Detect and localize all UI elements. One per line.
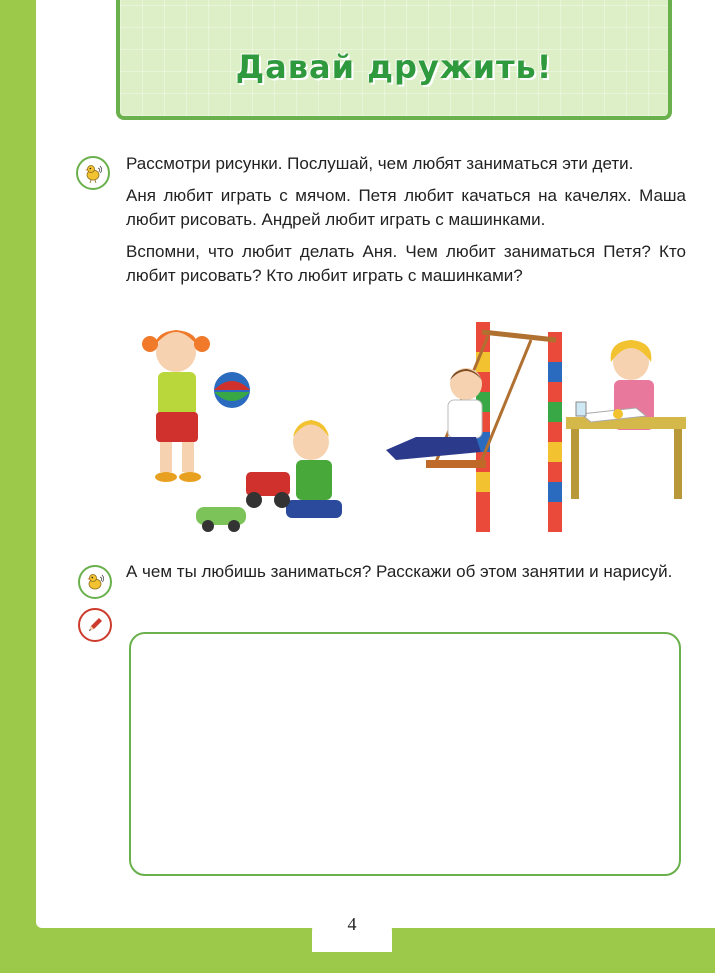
- task1-paragraph-2: Аня любит играть с мячом. Петя любит качаться на качелях. Маша любит рисовать. Андрей любит играть с машинками.: [126, 186, 686, 229]
- task2-text: [126, 560, 686, 592]
- drawing-area[interactable]: [129, 632, 681, 876]
- girl-drawing-figure: [566, 340, 686, 499]
- pencil-draw-icon: [78, 608, 112, 642]
- page-number: 4: [347, 914, 357, 934]
- boy-on-swing-figure: [386, 322, 562, 532]
- children-illustration: [136, 312, 696, 542]
- page: [36, 0, 715, 928]
- page-title: Давай дружить!: [235, 48, 553, 86]
- task1-paragraph-3: Вспомни, что любит делать Аня. Чем любит заниматься Петя? Кто любит рисовать? Кто любит играть с машинками?: [126, 242, 686, 285]
- task1-paragraph-1: Рассмотри рисунки. Послушай, чем любят заниматься эти дети.: [126, 154, 634, 173]
- boy-with-cars-figure: [196, 420, 342, 532]
- title-banner: [116, 0, 672, 120]
- task1-text: [126, 152, 686, 296]
- bird-listen-icon: [76, 156, 110, 190]
- task2-paragraph: А чем ты любишь заниматься? Расскажи об этом занятии и нарисуй.: [126, 562, 673, 581]
- girl-with-ball-figure: [142, 330, 250, 482]
- bird-listen-icon: [78, 565, 112, 599]
